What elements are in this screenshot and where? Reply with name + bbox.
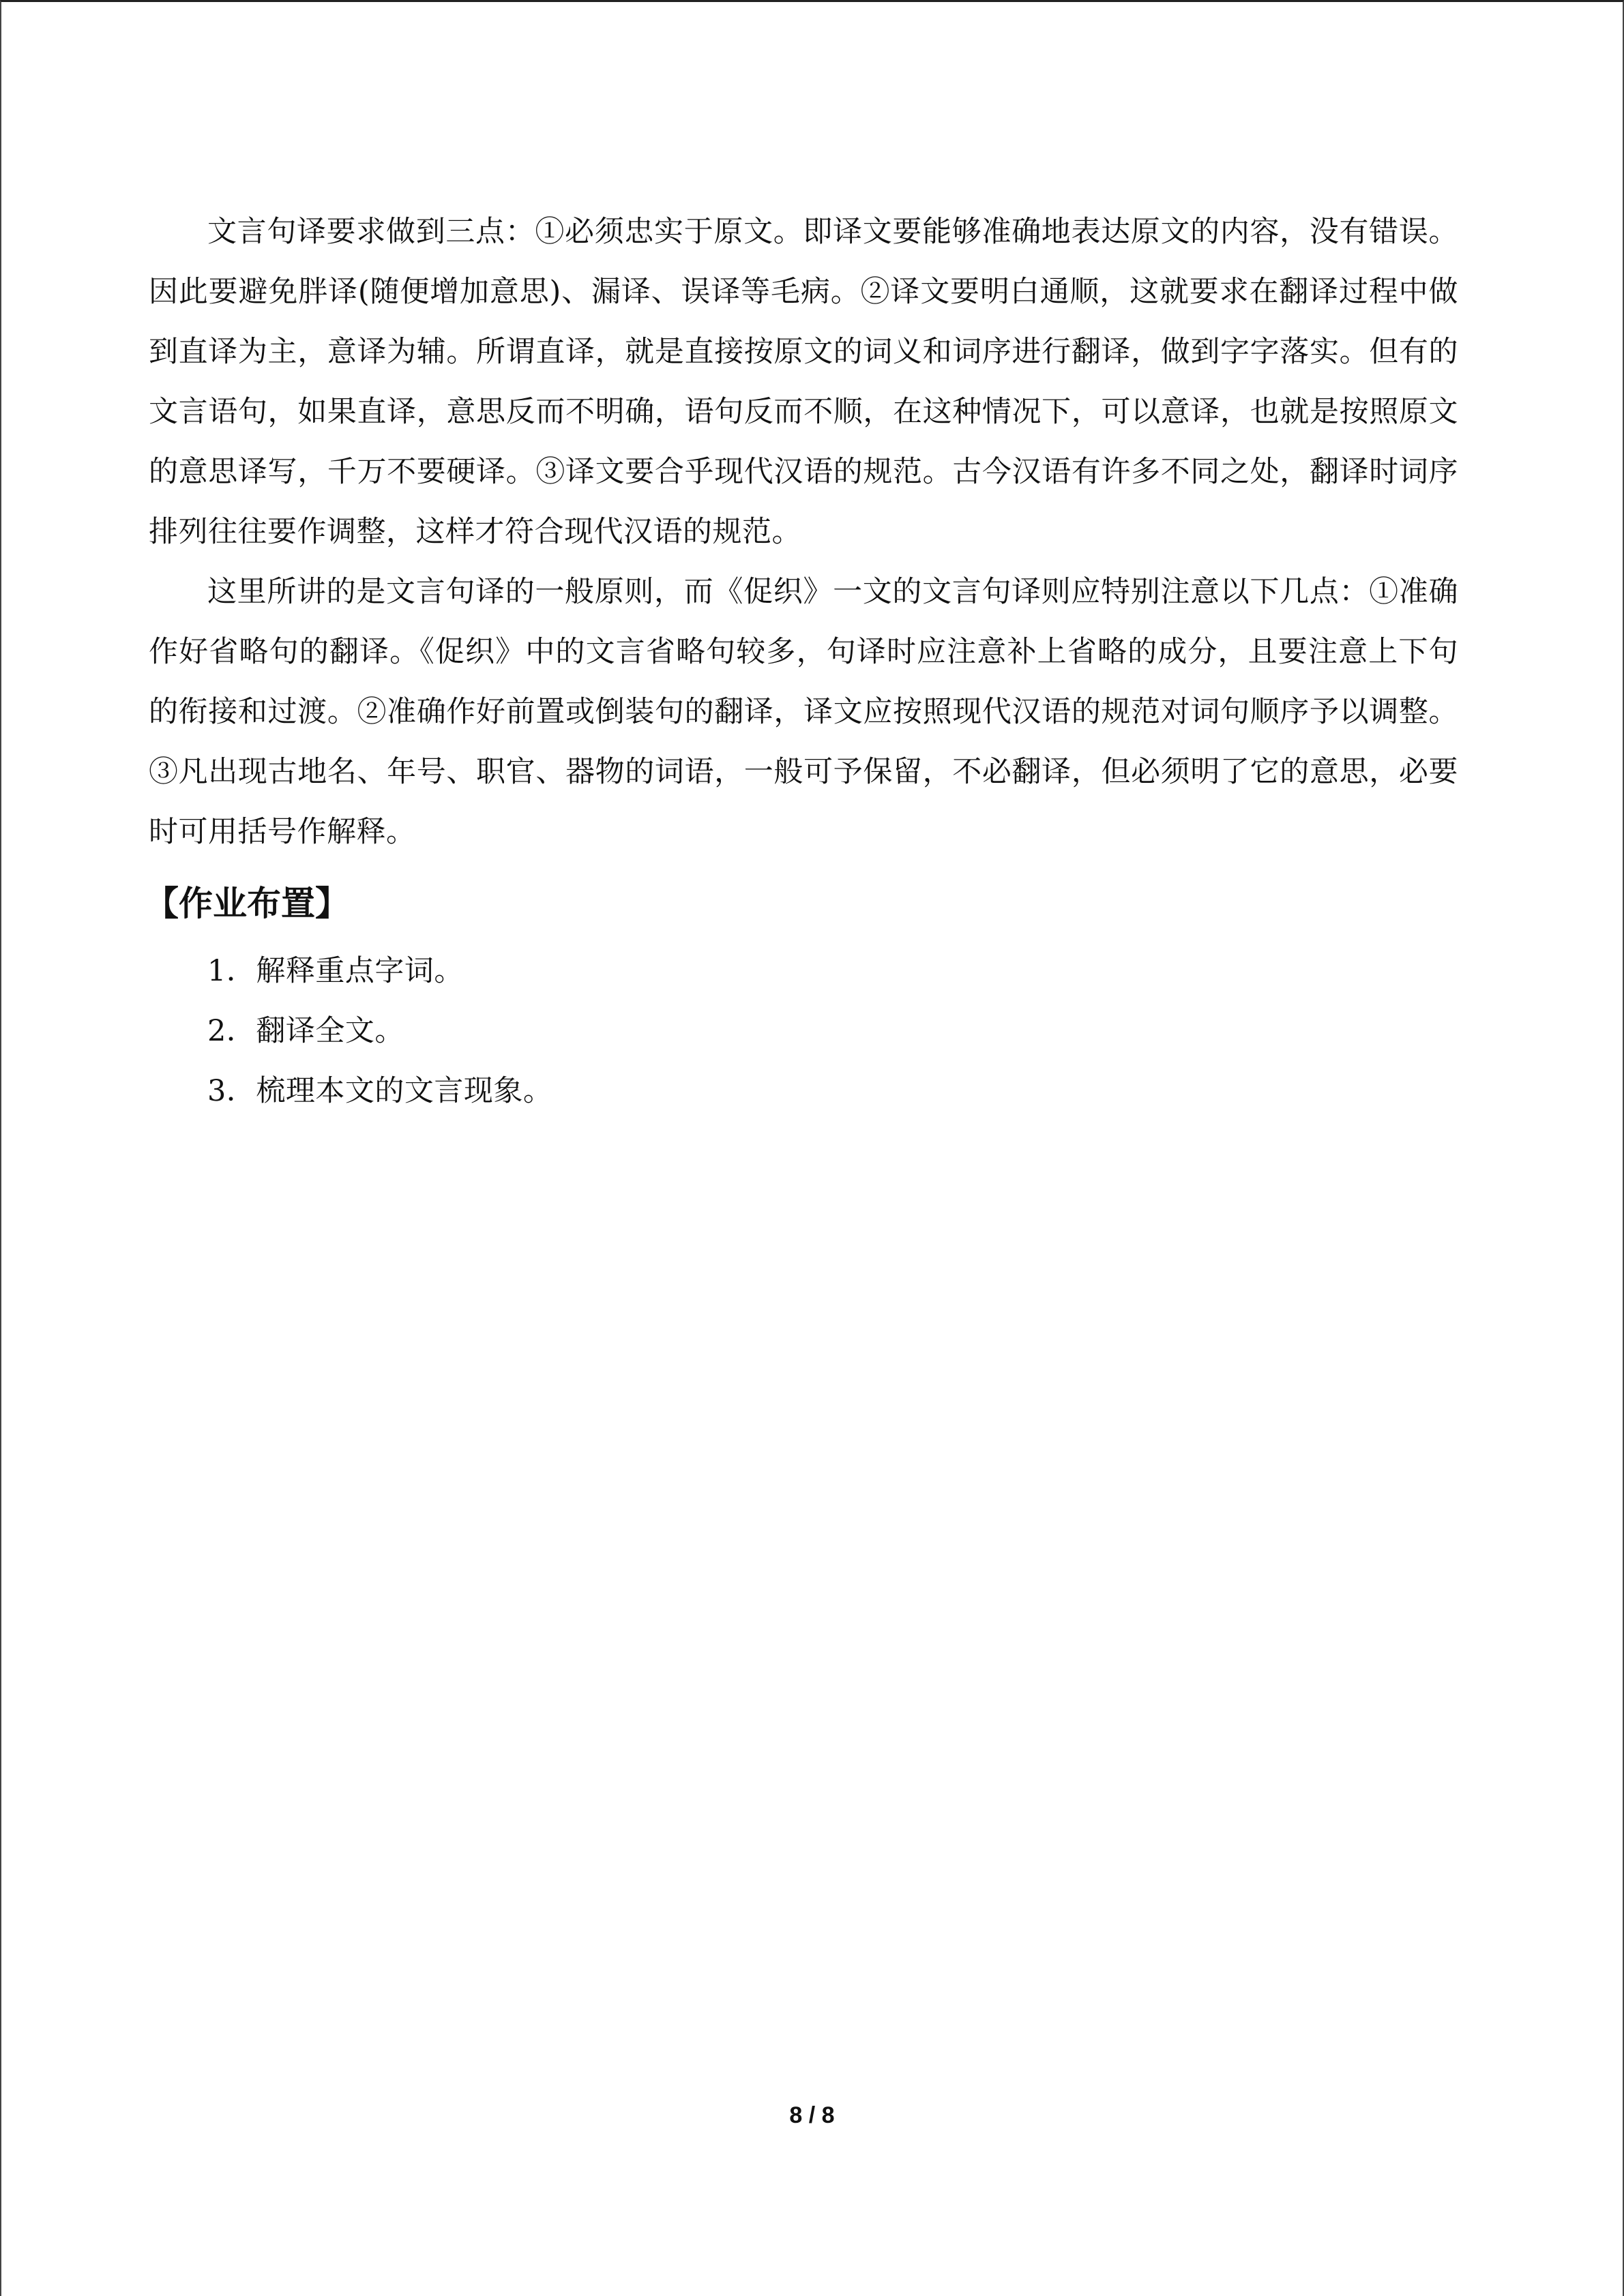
homework-heading: 【作业布置】 (145, 884, 349, 923)
homework-item-text: 解释重点字词。 (256, 954, 464, 988)
homework-item-number: 2． (207, 1014, 256, 1048)
page-number: 8 / 8 (789, 2102, 835, 2128)
homework-item-number: 1． (207, 954, 256, 988)
homework-item (207, 1001, 1458, 1061)
homework-item-number: 3． (207, 1074, 256, 1108)
homework-item-text: 梳理本文的文言现象。 (256, 1074, 553, 1108)
document-body (145, 202, 1458, 1121)
homework-item-text: 翻译全文。 (256, 1014, 404, 1048)
homework-item (207, 1061, 1458, 1121)
homework-item (207, 941, 1458, 1001)
paragraph-translation-principles: 文言句译要求做到三点：①必须忠实于原文。即译文要能够准确地表达原文的内容，没有错误。因此要避免胖译(随便增加意思)、漏译、误译等毛病。②译文要明白通顺，这就要求在翻译过程中做到直译为主，意译为辅。所谓直译，就是直接按原文的词义和词序进行翻译，做到字字落实。但有的文言语句，如果直译，意思反而不明确，语句反而不顺，在这种情况下，可以意译，也就是按照原文的意思译写，千万不要硬译。③译文要合乎现代汉语的规范。古今汉语有许多不同之处，翻译时词序排列往往要作调整，这样才符合现代汉语的规范。 (149, 215, 1458, 549)
homework-list (149, 941, 1458, 1121)
paragraph-cuzhi-translation-notes: 这里所讲的是文言句译的一般原则，而《促织》一文的文言句译则应特别注意以下几点：①准确作好省略句的翻译。《促织》中的文言省略句较多，句译时应注意补上省略的成分，且要注意上下句的衔接和过渡。②准确作好前置或倒装句的翻译，译文应按照现代汉语的规范对词句顺序予以调整。③凡出现古地名、年号、职官、器物的词语，一般可予保留，不必翻译，但必须明了它的意思，必要时可用括号作解释。 (149, 575, 1458, 849)
